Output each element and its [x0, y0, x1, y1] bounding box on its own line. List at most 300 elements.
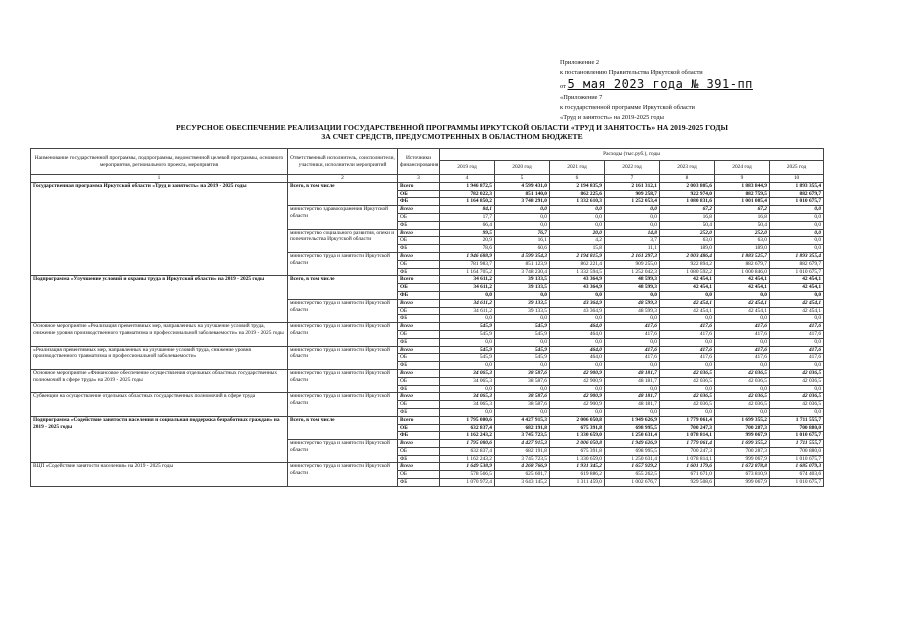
- value-cell: 189,0: [715, 245, 770, 253]
- value-cell: 1 330 659,0: [550, 432, 605, 440]
- value-cell: 11,1: [605, 245, 660, 253]
- source-cell: Всего: [398, 463, 440, 471]
- value-cell: 78,6: [440, 245, 495, 253]
- value-cell: 417,6: [715, 330, 770, 338]
- value-cell: 42 900,9: [550, 369, 605, 377]
- value-cell: 0,0: [550, 213, 605, 221]
- value-cell: 1 080 831,6: [660, 198, 715, 206]
- source-cell: ФБ: [398, 432, 440, 440]
- value-cell: 0,0: [605, 338, 660, 346]
- value-cell: 0,0: [495, 385, 550, 393]
- value-cell: 882 759,5: [715, 190, 770, 198]
- value-cell: 417,6: [770, 346, 824, 354]
- table-row: [31, 346, 824, 354]
- handwritten-date: 5 мая 2023 года № 391-пп: [567, 77, 753, 91]
- value-cell: 67,2: [715, 206, 770, 214]
- value-cell: 1 164 705,2: [440, 268, 495, 276]
- value-cell: 1 883 525,7: [715, 252, 770, 260]
- column-number: 1: [31, 175, 288, 183]
- source-cell: Всего: [398, 182, 440, 190]
- executor-cell: министерство труда и занятости Иркутской области: [288, 393, 398, 416]
- value-cell: 42 036,5: [715, 393, 770, 401]
- title-line2: ЗА СЧЕТ СРЕДСТВ, ПРЕДУСМОТРЕННЫХ В ОБЛАСТНОМ БЮДЖЕТЕ: [321, 132, 583, 141]
- value-cell: 417,6: [660, 330, 715, 338]
- value-cell: 3 748 291,0: [495, 198, 550, 206]
- value-cell: 0,0: [440, 291, 495, 299]
- value-cell: 1 893 355,4: [770, 182, 824, 190]
- value-cell: 929 508,6: [660, 479, 715, 487]
- value-cell: 43 364,9: [550, 284, 605, 292]
- value-cell: 3 745 723,5: [495, 455, 550, 463]
- value-cell: 0,0: [495, 408, 550, 416]
- value-cell: 1 250 631,4: [605, 455, 660, 463]
- value-cell: 42 036,5: [715, 377, 770, 385]
- value-cell: 34 065,3: [440, 393, 495, 401]
- executor-cell: министерство труда и занятости Иркутской области: [288, 323, 398, 346]
- value-cell: 0,0: [605, 385, 660, 393]
- value-cell: 700 287,3: [715, 447, 770, 455]
- executor-cell: министерство труда и занятости Иркутской области: [288, 369, 398, 392]
- year-header: 2024 год: [715, 161, 770, 175]
- value-cell: 1 601 179,6: [660, 463, 715, 471]
- value-cell: 0,0: [440, 408, 495, 416]
- source-cell: ФБ: [398, 408, 440, 416]
- value-cell: 682 191,8: [495, 424, 550, 432]
- value-cell: 3 643 145,2: [495, 479, 550, 487]
- value-cell: 781 983,7: [440, 260, 495, 268]
- value-cell: 545,9: [440, 346, 495, 354]
- source-cell: ФБ: [398, 479, 440, 487]
- value-cell: 1 332 610,3: [550, 198, 605, 206]
- value-cell: 1 078 814,1: [660, 455, 715, 463]
- value-cell: 38 587,6: [495, 369, 550, 377]
- value-cell: 909 255,0: [605, 260, 660, 268]
- value-cell: 1 893 355,4: [770, 252, 824, 260]
- value-cell: 42 036,5: [660, 377, 715, 385]
- value-cell: 417,6: [770, 354, 824, 362]
- year-header: 2020 год: [495, 161, 550, 175]
- value-cell: 34 611,2: [440, 307, 495, 315]
- value-cell: 34 611,2: [440, 284, 495, 292]
- value-cell: 0,0: [605, 213, 660, 221]
- value-cell: 20,0: [550, 229, 605, 237]
- value-cell: 42 454,1: [770, 307, 824, 315]
- value-cell: 882 679,7: [715, 260, 770, 268]
- value-cell: 76,7: [495, 229, 550, 237]
- value-cell: 1 685 079,3: [770, 463, 824, 471]
- source-cell: Всего: [398, 416, 440, 424]
- value-cell: 1 162 243,2: [440, 455, 495, 463]
- value-cell: 0,0: [770, 229, 824, 237]
- value-cell: 0,0: [605, 206, 660, 214]
- value-cell: 464,0: [550, 323, 605, 331]
- value-cell: 43 364,9: [550, 307, 605, 315]
- source-cell: ФБ: [398, 221, 440, 229]
- program-name-cell: ВЦП «Содействие занятости населения» на 2019 - 2025 годы: [31, 463, 288, 486]
- value-cell: 1 311 459,0: [550, 479, 605, 487]
- value-cell: 1 164 850,2: [440, 198, 495, 206]
- value-cell: 545,9: [440, 323, 495, 331]
- value-cell: 1 795 080,6: [440, 440, 495, 448]
- value-cell: 0,0: [770, 362, 824, 370]
- value-cell: 43 364,9: [550, 299, 605, 307]
- value-cell: 0,0: [440, 362, 495, 370]
- value-cell: 0,0: [495, 291, 550, 299]
- source-cell: ОБ: [398, 471, 440, 479]
- value-cell: 42 036,5: [660, 393, 715, 401]
- resource-table: [30, 148, 824, 487]
- value-cell: 1 672 878,8: [715, 463, 770, 471]
- value-cell: 0,0: [550, 338, 605, 346]
- value-cell: 0,0: [715, 291, 770, 299]
- value-cell: 1 711 555,7: [770, 416, 824, 424]
- value-cell: 34 065,3: [440, 377, 495, 385]
- value-cell: 882 679,7: [770, 190, 824, 198]
- value-cell: 2 161 312,1: [605, 182, 660, 190]
- column-number: 10: [770, 175, 824, 183]
- source-cell: ОБ: [398, 237, 440, 245]
- value-cell: 34 611,2: [440, 299, 495, 307]
- value-cell: 625 601,7: [495, 471, 550, 479]
- column-number: 3: [398, 175, 440, 183]
- value-cell: 2 006 050,8: [550, 416, 605, 424]
- program-name-cell: Подпрограмма «Содействие занятости населения и социальная поддержка безработных граждан» на 2019 - 2025 годы: [31, 416, 288, 463]
- value-cell: 42 454,1: [660, 307, 715, 315]
- source-cell: ОБ: [398, 447, 440, 455]
- value-cell: 0,0: [770, 408, 824, 416]
- value-cell: 673 810,9: [715, 471, 770, 479]
- value-cell: 1 779 061,4: [660, 416, 715, 424]
- value-cell: 0,0: [550, 315, 605, 323]
- source-cell: ОБ: [398, 307, 440, 315]
- value-cell: 3,7: [605, 237, 660, 245]
- value-cell: 39 133,5: [495, 307, 550, 315]
- value-cell: 0,0: [770, 213, 824, 221]
- value-cell: 0,0: [770, 315, 824, 323]
- source-cell: Всего: [398, 276, 440, 284]
- value-cell: 417,6: [605, 330, 660, 338]
- executor-cell: министерство социального развития, опеки и попечительства Иркутской области: [288, 229, 398, 252]
- header-line2: к постановлению Правительства Иркутской области: [560, 69, 703, 76]
- executor-cell: Всего, в том числе: [288, 276, 398, 299]
- value-cell: 42 900,9: [550, 377, 605, 385]
- value-cell: 48 181,7: [605, 393, 660, 401]
- value-cell: 1 001 085,4: [715, 198, 770, 206]
- source-cell: Всего: [398, 229, 440, 237]
- value-cell: 252,0: [660, 229, 715, 237]
- source-cell: ОБ: [398, 190, 440, 198]
- value-cell: 1 949 626,9: [605, 440, 660, 448]
- value-cell: 1 699 355,2: [715, 440, 770, 448]
- value-cell: 417,6: [660, 346, 715, 354]
- value-cell: 1 949 626,9: [605, 416, 660, 424]
- value-cell: 42 454,1: [770, 276, 824, 284]
- value-cell: 0,0: [770, 245, 824, 253]
- value-cell: 675 391,8: [550, 424, 605, 432]
- value-cell: 67,2: [660, 206, 715, 214]
- value-cell: 464,0: [550, 330, 605, 338]
- value-cell: 0,0: [605, 408, 660, 416]
- value-cell: 42 454,1: [660, 276, 715, 284]
- value-cell: 2 003 486,4: [660, 252, 715, 260]
- value-cell: 0,0: [715, 315, 770, 323]
- value-cell: 3 745 723,5: [495, 432, 550, 440]
- value-cell: 39 133,5: [495, 276, 550, 284]
- value-cell: 0,0: [550, 408, 605, 416]
- column-number: 2: [288, 175, 398, 183]
- approval-header: [560, 58, 753, 123]
- value-cell: 3 748 230,4: [495, 268, 550, 276]
- column-number: 4: [440, 175, 495, 183]
- value-cell: 189,0: [660, 245, 715, 253]
- value-cell: 0,0: [605, 291, 660, 299]
- value-cell: 42 036,5: [660, 369, 715, 377]
- value-cell: 698 995,5: [605, 447, 660, 455]
- table-row: [31, 276, 824, 284]
- value-cell: 0,0: [660, 291, 715, 299]
- value-cell: 2 006 050,8: [550, 440, 605, 448]
- value-cell: 2 194 815,9: [550, 252, 605, 260]
- value-cell: 0,0: [715, 338, 770, 346]
- executor-cell: Всего, в том числе: [288, 416, 398, 439]
- value-cell: 1 010 675,7: [770, 432, 824, 440]
- value-cell: 417,6: [770, 330, 824, 338]
- value-cell: 16,8: [715, 213, 770, 221]
- source-cell: Всего: [398, 346, 440, 354]
- value-cell: 42 454,1: [715, 284, 770, 292]
- value-cell: 999 067,9: [715, 455, 770, 463]
- value-cell: 1 332 594,5: [550, 268, 605, 276]
- source-cell: ФБ: [398, 362, 440, 370]
- source-cell: Всего: [398, 252, 440, 260]
- value-cell: 1 252 042,3: [605, 268, 660, 276]
- value-cell: 1 330 659,0: [550, 455, 605, 463]
- source-cell: ОБ: [398, 354, 440, 362]
- value-cell: 1 711 555,7: [770, 440, 824, 448]
- value-cell: 1 795 080,6: [440, 416, 495, 424]
- value-cell: 782 022,3: [440, 190, 495, 198]
- value-cell: 50,4: [715, 221, 770, 229]
- executor-cell: министерство труда и занятости Иркутской области: [288, 463, 398, 486]
- value-cell: 0,0: [605, 221, 660, 229]
- value-cell: 464,0: [550, 354, 605, 362]
- value-cell: 2 194 835,9: [550, 182, 605, 190]
- value-cell: 0,0: [495, 315, 550, 323]
- header-line1: Приложение 2: [560, 59, 600, 66]
- value-cell: 0,0: [550, 385, 605, 393]
- value-cell: 39 133,5: [495, 284, 550, 292]
- value-cell: 4 599 354,3: [495, 252, 550, 260]
- value-cell: 38 587,6: [495, 393, 550, 401]
- value-cell: 1 002 676,7: [605, 479, 660, 487]
- value-cell: 851 140,0: [495, 190, 550, 198]
- value-cell: 0,0: [495, 213, 550, 221]
- source-cell: Всего: [398, 206, 440, 214]
- value-cell: 4 268 766,9: [495, 463, 550, 471]
- value-cell: 38 587,6: [495, 377, 550, 385]
- value-cell: 17,7: [440, 213, 495, 221]
- value-cell: 1 252 053,4: [605, 198, 660, 206]
- value-cell: 0,0: [770, 206, 824, 214]
- value-cell: 862 225,6: [550, 190, 605, 198]
- value-cell: 671 671,0: [660, 471, 715, 479]
- value-cell: 0,0: [770, 338, 824, 346]
- value-cell: 417,6: [605, 323, 660, 331]
- column-number: 6: [550, 175, 605, 183]
- year-header: 2021 год: [550, 161, 605, 175]
- value-cell: 42 454,1: [660, 299, 715, 307]
- value-cell: 545,9: [495, 354, 550, 362]
- value-cell: 48 181,7: [605, 401, 660, 409]
- value-cell: 66,4: [440, 221, 495, 229]
- value-cell: 1 931 345,2: [550, 463, 605, 471]
- value-cell: 34 065,3: [440, 401, 495, 409]
- executor-cell: министерство труда и занятости Иркутской области: [288, 346, 398, 369]
- value-cell: 42 036,5: [770, 377, 824, 385]
- value-cell: 1 649 538,9: [440, 463, 495, 471]
- source-cell: Всего: [398, 369, 440, 377]
- value-cell: 1 010 675,7: [770, 479, 824, 487]
- source-cell: ФБ: [398, 385, 440, 393]
- header-date-prefix: от: [560, 83, 566, 90]
- program-name-cell: Государственная программа Иркутской области «Труд и занятость» на 2019 - 2025 годы: [31, 182, 288, 276]
- value-cell: 1 010 675,7: [770, 455, 824, 463]
- header-line5: к государственной программе Иркутской области: [560, 104, 695, 111]
- table-row: [31, 182, 824, 190]
- source-cell: ОБ: [398, 213, 440, 221]
- value-cell: 60,6: [495, 245, 550, 253]
- value-cell: 42 454,1: [660, 284, 715, 292]
- value-cell: 0,0: [440, 338, 495, 346]
- executor-cell: министерство здравоохранения Иркутской области: [288, 206, 398, 229]
- source-cell: ОБ: [398, 377, 440, 385]
- value-cell: 0,0: [550, 362, 605, 370]
- header-line6: «Труд и занятость» на 2019-2025 годы: [560, 114, 664, 121]
- year-header: 2022 год: [605, 161, 660, 175]
- value-cell: 42 454,1: [715, 299, 770, 307]
- value-cell: 1 070 972,4: [440, 479, 495, 487]
- value-cell: 0,0: [495, 221, 550, 229]
- col-header-name: Наименование государственной программы, подпрограммы, ведомственной целевой программы, основного мероприятия, регионального проекта, мероприятия: [31, 149, 288, 175]
- table-row: [31, 369, 824, 377]
- value-cell: 50,4: [660, 221, 715, 229]
- value-cell: 999 067,9: [715, 432, 770, 440]
- value-cell: 1 078 814,1: [660, 432, 715, 440]
- program-name-cell: Основное мероприятие «Финансовое обеспечение осуществления отдельных областных государственных полномочий в сфере труда» на 2019 - 2025 годы: [31, 369, 288, 392]
- value-cell: 0,0: [770, 237, 824, 245]
- value-cell: 417,6: [605, 354, 660, 362]
- value-cell: 48 181,7: [605, 369, 660, 377]
- value-cell: 851 123,9: [495, 260, 550, 268]
- source-cell: ФБ: [398, 315, 440, 323]
- table-row: [31, 323, 824, 331]
- value-cell: 42 036,5: [715, 401, 770, 409]
- table-row: [31, 416, 824, 424]
- value-cell: 922 974,0: [660, 190, 715, 198]
- value-cell: 999 067,9: [715, 479, 770, 487]
- value-cell: 632 837,4: [440, 447, 495, 455]
- value-cell: 2 003 805,6: [660, 182, 715, 190]
- value-cell: 700 247,3: [660, 447, 715, 455]
- value-cell: 909 258,7: [605, 190, 660, 198]
- value-cell: 545,9: [440, 354, 495, 362]
- value-cell: 682 191,8: [495, 447, 550, 455]
- value-cell: 0,0: [440, 385, 495, 393]
- value-cell: 674 403,6: [770, 471, 824, 479]
- value-cell: 417,6: [660, 323, 715, 331]
- value-cell: 0,0: [660, 315, 715, 323]
- value-cell: 1 162 243,2: [440, 432, 495, 440]
- value-cell: 0,0: [660, 408, 715, 416]
- value-cell: 42 454,1: [770, 284, 824, 292]
- value-cell: 42 454,1: [715, 276, 770, 284]
- value-cell: 417,6: [660, 354, 715, 362]
- value-cell: 34 065,3: [440, 369, 495, 377]
- value-cell: 417,6: [715, 323, 770, 331]
- value-cell: 1 699 355,2: [715, 416, 770, 424]
- value-cell: 862 221,4: [550, 260, 605, 268]
- value-cell: 4 427 915,3: [495, 416, 550, 424]
- value-cell: 0,0: [660, 362, 715, 370]
- value-cell: 20,9: [440, 237, 495, 245]
- source-cell: ФБ: [398, 338, 440, 346]
- program-name-cell: Субвенции на осуществление отдельных областных государственных полномочий в сфере труда: [31, 393, 288, 416]
- value-cell: 0,0: [715, 362, 770, 370]
- table-row: [31, 393, 824, 401]
- value-cell: 42 036,5: [770, 369, 824, 377]
- document-title: [0, 123, 904, 141]
- value-cell: 655 262,5: [605, 471, 660, 479]
- value-cell: 1 080 592,2: [660, 268, 715, 276]
- value-cell: 1 250 631,4: [605, 432, 660, 440]
- value-cell: 0,0: [550, 206, 605, 214]
- value-cell: 16,1: [495, 237, 550, 245]
- value-cell: 0,0: [715, 385, 770, 393]
- value-cell: 1 779 061,4: [660, 440, 715, 448]
- program-name-cell: «Реализация превентивных мер, направленных на улучшение условий труда, снижение уровня производственного травматизма и профессиональной заболеваемости»: [31, 346, 288, 369]
- executor-cell: Всего, в том числе: [288, 182, 398, 205]
- program-name-cell: Основное мероприятие «Реализация превентивных мер, направленных на улучшение условий труда, снижение уровня производственного травматизма и профессиональной заболеваемости» на 2019 - 2025 годы: [31, 323, 288, 346]
- value-cell: 545,9: [495, 330, 550, 338]
- year-header: 2025 год: [770, 161, 824, 175]
- source-cell: Всего: [398, 323, 440, 331]
- value-cell: 99,5: [440, 229, 495, 237]
- value-cell: 0,0: [495, 362, 550, 370]
- column-number: 8: [660, 175, 715, 183]
- value-cell: 34 611,2: [440, 276, 495, 284]
- value-cell: 700 287,3: [715, 424, 770, 432]
- value-cell: 700 880,0: [770, 447, 824, 455]
- year-header: 2023 год: [660, 161, 715, 175]
- value-cell: 1 946 688,9: [440, 252, 495, 260]
- source-cell: Всего: [398, 440, 440, 448]
- value-cell: 42 900,9: [550, 393, 605, 401]
- value-cell: 48 599,3: [605, 299, 660, 307]
- source-cell: ФБ: [398, 455, 440, 463]
- value-cell: 417,6: [605, 346, 660, 354]
- value-cell: 632 837,4: [440, 424, 495, 432]
- source-cell: ОБ: [398, 330, 440, 338]
- value-cell: 42 036,5: [660, 401, 715, 409]
- value-cell: 0,0: [660, 338, 715, 346]
- executor-cell: министерство труда и занятости Иркутской области: [288, 440, 398, 463]
- value-cell: 0,0: [770, 221, 824, 229]
- executor-cell: министерство труда и занятости Иркутской области: [288, 299, 398, 322]
- value-cell: 48 599,3: [605, 284, 660, 292]
- value-cell: 464,0: [550, 346, 605, 354]
- value-cell: 1 010 675,7: [770, 198, 824, 206]
- value-cell: 417,6: [715, 346, 770, 354]
